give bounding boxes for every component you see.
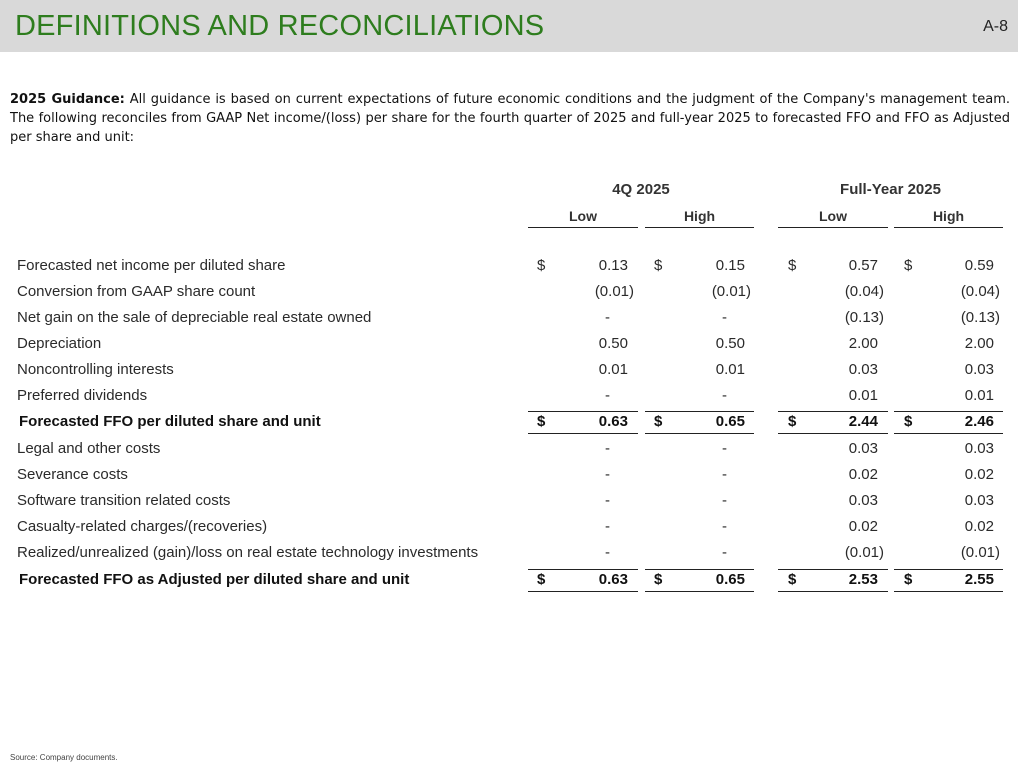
cell-value: -	[605, 518, 610, 535]
column-header-fy-high: High	[894, 208, 1003, 228]
cell-value: 0.03	[964, 492, 994, 509]
cell-value: -	[605, 492, 610, 509]
page-title: DEFINITIONS AND RECONCILIATIONS	[15, 10, 545, 42]
table-row	[0, 540, 1018, 566]
row-label: Software transition related costs	[17, 492, 231, 509]
cell-value: (0.04)	[844, 283, 884, 300]
total-rule	[528, 433, 638, 434]
cell-value: 0.03	[848, 440, 878, 457]
total-rule	[645, 433, 754, 434]
cell-value: -	[605, 387, 610, 404]
cell-value: (0.04)	[960, 283, 1000, 300]
row-label: Noncontrolling interests	[17, 361, 174, 378]
page-number: A-8	[983, 18, 1008, 35]
row-label: Severance costs	[17, 466, 128, 483]
table-row	[0, 488, 1018, 514]
cell-value: -	[722, 466, 727, 483]
currency-symbol: $	[788, 257, 797, 274]
cell-value: (0.13)	[844, 309, 884, 326]
cell-value: (0.01)	[844, 544, 884, 561]
currency-symbol: $	[654, 257, 663, 274]
currency-symbol: $	[654, 571, 663, 588]
row-label: Forecasted FFO per diluted share and unit	[19, 413, 321, 430]
row-label: Preferred dividends	[17, 387, 148, 404]
cell-value: 2.00	[848, 335, 878, 352]
currency-symbol: $	[654, 413, 663, 430]
subtotal-rule	[645, 411, 754, 412]
cell-value: 2.46	[964, 413, 994, 430]
cell-value: -	[722, 309, 727, 326]
period-header-full-year-2025: Full-Year 2025	[840, 181, 941, 198]
row-label: Depreciation	[17, 335, 102, 352]
table-row	[0, 253, 1018, 279]
table-row	[0, 514, 1018, 540]
table-row	[0, 409, 1018, 435]
guidance-intro	[10, 90, 1010, 147]
cell-value: -	[605, 440, 610, 457]
cell-value: (0.13)	[960, 309, 1000, 326]
row-label: Conversion from GAAP share count	[17, 283, 256, 300]
cell-value: 0.02	[964, 466, 994, 483]
total-rule	[894, 433, 1003, 434]
cell-value: 0.65	[715, 413, 745, 430]
subtotal-rule	[528, 411, 638, 412]
currency-symbol: $	[537, 571, 546, 588]
source-note: Source: Company documents.	[10, 753, 118, 762]
subtotal-rule	[894, 411, 1003, 412]
column-header-4q-low: Low	[528, 208, 638, 228]
cell-value: 0.13	[598, 257, 628, 274]
row-label: Realized/unrealized (gain)/loss on real estate technology investments	[17, 544, 479, 561]
cell-value: 2.55	[964, 571, 994, 588]
total-rule	[778, 591, 888, 592]
cell-value: 0.63	[598, 413, 628, 430]
currency-symbol: $	[537, 413, 546, 430]
cell-value: 2.00	[964, 335, 994, 352]
cell-value: -	[605, 544, 610, 561]
cell-value: 0.15	[715, 257, 745, 274]
cell-value: 0.01	[715, 361, 745, 378]
cell-value: 0.03	[848, 492, 878, 509]
table-row	[0, 357, 1018, 383]
subtotal-rule	[778, 569, 888, 570]
cell-value: 0.57	[848, 257, 878, 274]
currency-symbol: $	[904, 413, 913, 430]
cell-value: 0.01	[598, 361, 628, 378]
total-rule	[894, 591, 1003, 592]
cell-value: 0.02	[848, 518, 878, 535]
table-row	[0, 383, 1018, 409]
table-row	[0, 567, 1018, 593]
cell-value: (0.01)	[711, 283, 751, 300]
cell-value: 0.50	[715, 335, 745, 352]
cell-value: 0.02	[848, 466, 878, 483]
cell-value: 0.01	[848, 387, 878, 404]
cell-value: -	[722, 492, 727, 509]
cell-value: 0.63	[598, 571, 628, 588]
cell-value: 2.44	[848, 413, 878, 430]
currency-symbol: $	[904, 571, 913, 588]
guidance-text: All guidance is based on current expectations of future economic conditions and the judgment of the Company's management team. The following reconciles from GAAP Net income/(loss) per share for the fourth quarter of 2025 and full-year 2025 to forecasted FFO and FFO as Adjusted per share and unit:	[10, 92, 1010, 145]
total-rule	[528, 591, 638, 592]
row-label: Forecasted FFO as Adjusted per diluted share and unit	[19, 571, 410, 588]
table-row	[0, 331, 1018, 357]
subtotal-rule	[528, 569, 638, 570]
total-rule	[778, 433, 888, 434]
cell-value: 0.59	[964, 257, 994, 274]
subtotal-rule	[778, 411, 888, 412]
cell-value: 2.53	[848, 571, 878, 588]
table-row	[0, 305, 1018, 331]
cell-value: -	[722, 518, 727, 535]
row-label: Legal and other costs	[17, 440, 161, 457]
cell-value: 0.65	[715, 571, 745, 588]
currency-symbol: $	[788, 571, 797, 588]
subtotal-rule	[894, 569, 1003, 570]
cell-value: 0.02	[964, 518, 994, 535]
cell-value: 0.03	[848, 361, 878, 378]
total-rule	[645, 591, 754, 592]
cell-value: -	[722, 387, 727, 404]
currency-symbol: $	[904, 257, 913, 274]
row-label: Casualty-related charges/(recoveries)	[17, 518, 268, 535]
table-row	[0, 279, 1018, 305]
cell-value: 0.50	[598, 335, 628, 352]
cell-value: -	[722, 440, 727, 457]
cell-value: (0.01)	[960, 544, 1000, 561]
row-label: Forecasted net income per diluted share	[17, 257, 286, 274]
header-bar	[0, 0, 1018, 52]
cell-value: 0.01	[964, 387, 994, 404]
cell-value: (0.01)	[594, 283, 634, 300]
cell-value: -	[605, 309, 610, 326]
table-row	[0, 436, 1018, 462]
guidance-lead: 2025 Guidance:	[10, 92, 125, 107]
period-header-4q-2025: 4Q 2025	[612, 181, 670, 198]
cell-value: 0.03	[964, 361, 994, 378]
cell-value: -	[605, 466, 610, 483]
row-label: Net gain on the sale of depreciable real estate owned	[17, 309, 372, 326]
cell-value: 0.03	[964, 440, 994, 457]
subtotal-rule	[645, 569, 754, 570]
column-header-fy-low: Low	[778, 208, 888, 228]
currency-symbol: $	[788, 413, 797, 430]
currency-symbol: $	[537, 257, 546, 274]
table-row	[0, 462, 1018, 488]
column-header-4q-high: High	[645, 208, 754, 228]
cell-value: -	[722, 544, 727, 561]
